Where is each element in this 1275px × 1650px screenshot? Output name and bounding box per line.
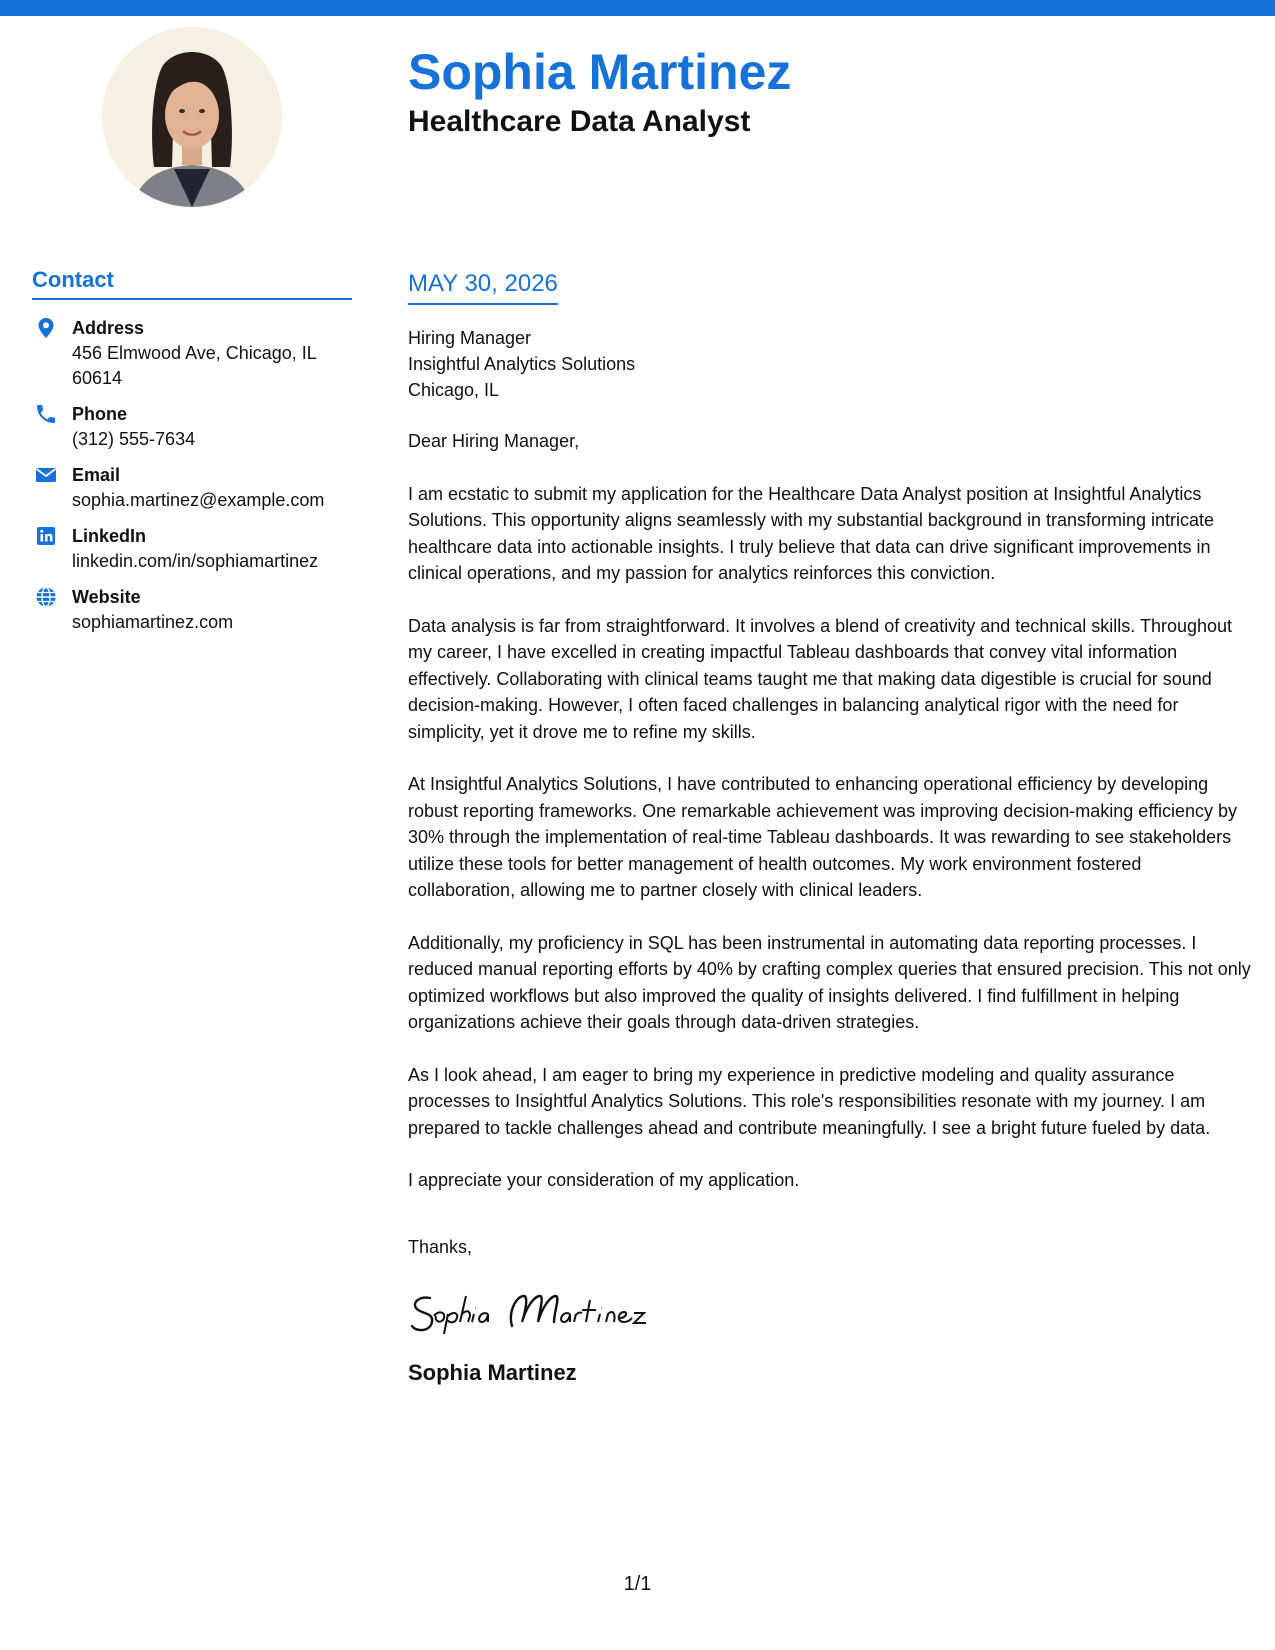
page-number: 1/1 xyxy=(623,1573,652,1595)
avatar xyxy=(102,27,282,207)
email-value: sophia.martinez@example.com xyxy=(72,490,325,510)
contact-label: Website xyxy=(72,587,141,607)
letter-date: MAY 30, 2026 xyxy=(408,268,558,305)
recipient-title: Hiring Manager xyxy=(408,328,532,348)
letter-body xyxy=(408,268,1253,1388)
contact-address xyxy=(32,316,352,391)
address-value: 456 Elmwood Ave, Chicago, IL 60614 xyxy=(72,343,317,388)
applicant-role: Healthcare Data Analyst xyxy=(408,105,751,138)
contact-label: Email xyxy=(72,465,121,485)
linkedin-icon xyxy=(34,524,58,548)
contact-email xyxy=(32,463,352,513)
paragraph: At Insightful Analytics Solutions, I have contributed to enhancing operational efficiency by developing robust reporting frameworks. One remarkable achievement was improving decision-making efficiency by 30% through the implementation of real-time Tableau dashboards. It was rewarding to see stakeholders utilize these tools for better management of health outcomes. My work environment fostered collaboration, allowing me to partner closely with clinical leaders. xyxy=(408,774,1238,900)
applicant-name: Sophia Martinez xyxy=(408,44,792,100)
linkedin-value: linkedin.com/in/sophiamartinez xyxy=(72,551,319,571)
contact-label: Address xyxy=(72,318,145,338)
recipient-location: Chicago, IL xyxy=(408,380,500,400)
contact-label: Phone xyxy=(72,404,128,424)
phone-value: (312) 555-7634 xyxy=(72,429,196,449)
handwritten-signature xyxy=(408,1282,1253,1342)
paragraph: Additionally, my proficiency in SQL has been instrumental in automating data reporting processes. I reduced manual reporting efforts by 40% by crafting complex queries that ensured precision. This not only optimized workflows but also improved the quality of insights delivered. I find fulfillment in helping organizations achieve their goals through data-driven strategies. xyxy=(408,932,1251,1032)
contact-heading: Contact xyxy=(32,265,352,300)
letter-text xyxy=(408,428,1253,1194)
paragraph: I appreciate your consideration of my application. xyxy=(408,1170,800,1190)
contact-phone xyxy=(32,402,352,452)
contact-list xyxy=(32,316,352,635)
recipient-block xyxy=(408,325,1253,403)
contact-sidebar xyxy=(32,265,352,646)
map-pin-icon xyxy=(34,316,58,340)
phone-icon xyxy=(34,402,58,426)
paragraph: I am ecstatic to submit my application for the Healthcare Data Analyst position at Insightful Analytics Solutions. This opportunity aligns seamlessly with my substantial background in transforming intricate healthcare data into actionable insights. I truly believe that data can drive significant improvements in clinical operations, and my passion for analytics reinforces this conviction. xyxy=(408,483,1215,583)
contact-label: LinkedIn xyxy=(72,526,147,546)
website-value: sophiamartinez.com xyxy=(72,612,234,632)
salutation: Dear Hiring Manager, xyxy=(408,431,580,451)
contact-website xyxy=(32,585,352,635)
paragraph: As I look ahead, I am eager to bring my experience in predictive modeling and quality assurance processes to Insightful Analytics Solutions. This role's responsibilities resonate with my journey. I am prepared to tackle challenges ahead and contribute meaningfully. I see a bright future fueled by data. xyxy=(408,1064,1211,1138)
contact-linkedin xyxy=(32,524,352,574)
profile-photo xyxy=(102,27,282,207)
top-accent-bar xyxy=(0,0,1275,16)
globe-icon xyxy=(34,585,58,609)
paragraph: Data analysis is far from straightforward. It involves a blend of creativity and technical skills. Throughout my career, I have excelled in creating impactful Tableau dashboards that convey vital information effectively. Collaborating with clinical teams taught me that making data digestible is crucial for sound decision-making. However, I often faced challenges in balancing analytical rigor with the need for simplicity, yet it drove me to refine my skills. xyxy=(408,615,1233,742)
signer-name: Sophia Martinez xyxy=(408,1359,577,1385)
recipient-company: Insightful Analytics Solutions xyxy=(408,354,636,374)
closing: Thanks, xyxy=(408,1236,473,1257)
envelope-icon xyxy=(34,463,58,487)
